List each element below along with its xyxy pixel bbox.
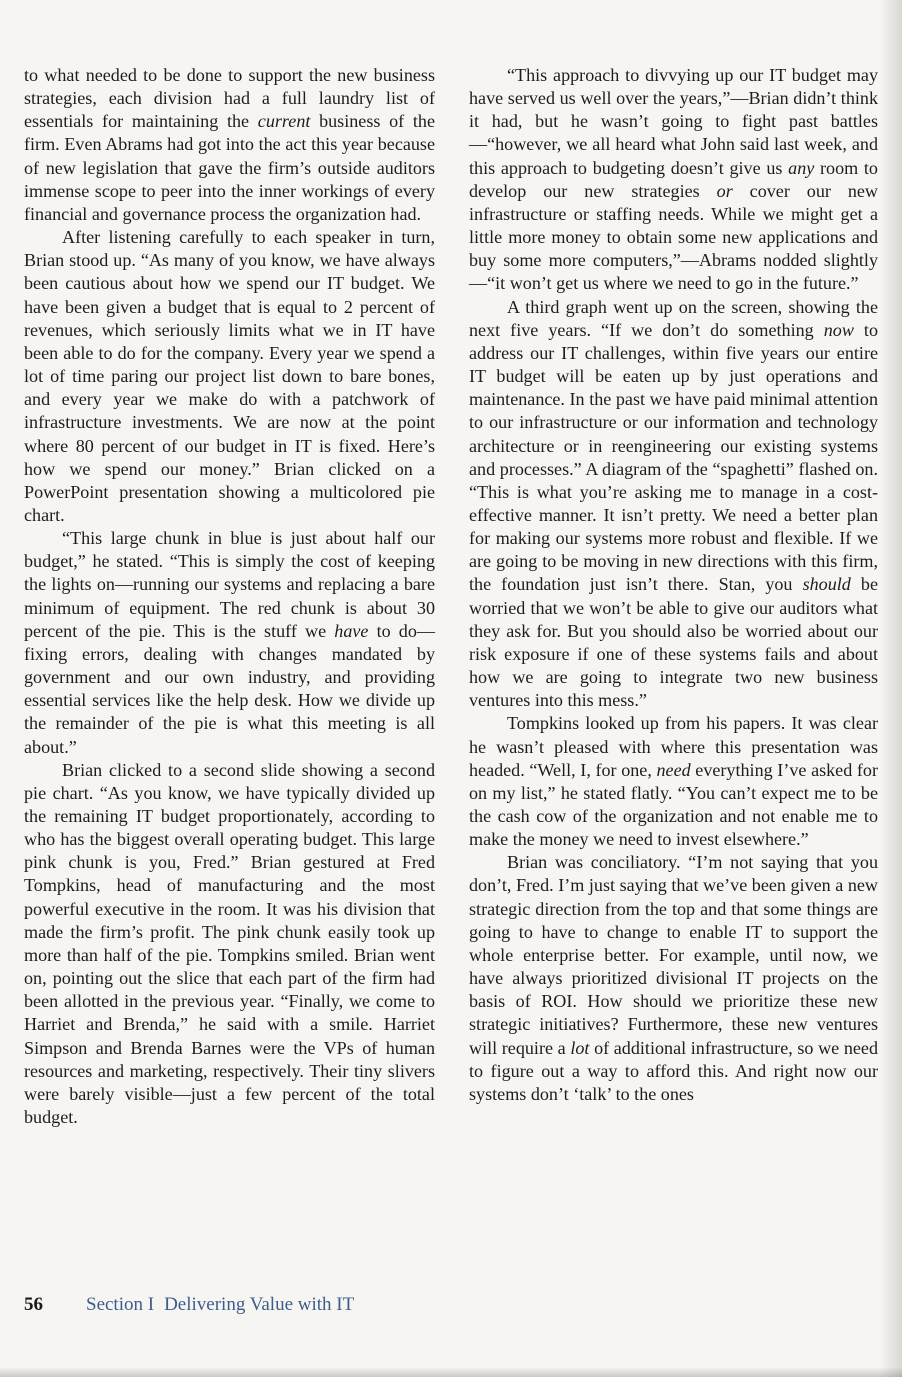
paragraph-left-1 <box>24 64 435 226</box>
text-run: of additional infrastructure, so we need to figure out a way to afford this. And right now our systems don’t ‘talk’ to the ones <box>469 1037 878 1104</box>
section-label: Section I <box>86 1294 155 1315</box>
section-title: Delivering Value with IT <box>164 1294 355 1315</box>
emphasis-run: any <box>788 157 815 178</box>
emphasis-run: current <box>257 111 311 132</box>
emphasis-run: or <box>716 180 733 201</box>
text-run: room to develop our new strategies <box>469 157 878 201</box>
emphasis-run: have <box>334 620 369 641</box>
paragraph-right-3 <box>469 712 878 851</box>
emphasis-run: should <box>802 574 851 595</box>
text-run: to what needed to be done to support the new business strategies, each division had a full laundry list of essentials for maintaining the <box>24 65 435 132</box>
paragraph-right-1 <box>469 64 878 296</box>
emphasis-run: now <box>823 319 854 340</box>
text-run: to do—fixing errors, dealing with changes mandated by government and our own industry, and providing essential services like the help desk. How we divide up the remainder of the pie is what this meeting is all about.” <box>24 620 435 757</box>
text-run: “This approach to divvying up our IT budget may have served us well over the years,”—Brian didn’t think it had, but he wasn’t going to fight past battles—“however, we all heard what John said last week, and this approach to budgeting doesn’t give us <box>469 65 878 178</box>
page-footer <box>24 1294 354 1322</box>
page-bottom-shadow <box>0 1367 902 1377</box>
paragraph-right-4 <box>469 851 878 1106</box>
text-run: be worried that we won’t be able to give our auditors what they ask for. But you should also be worried about our risk exposure if one of these systems fails and about how we are going to integrate two new business ventures into this mess.” <box>469 574 878 711</box>
emphasis-run: lot <box>570 1037 590 1058</box>
page-number: 56 <box>24 1294 43 1315</box>
text-run: Brian was conciliatory. “I’m not saying that you don’t, Fred. I’m just saying that we’ve been given a new strategic direction from the top and that some things are going to have to change to enable IT to support the whole enterprise better. For example, until now, we have always prioritized divisional IT projects on the basis of ROI. How should we prioritize these new strategic initiatives? Furthermore, these new ventures will require a <box>469 852 878 1058</box>
paragraph-left-2: After listening carefully to each speaker in turn, Brian stood up. “As many of you know, we have always been cautious about how we spend our IT budget. We have been given a budget that is equal to 2 percent of revenues, which seriously limits what we in IT have been able to do for the company. Every year we spend a lot of time paring our project list down to bare bones, and every year we make do with a patchwork of infrastructure investments. We are now at the point where 80 percent of our budget in IT is fixed. Here’s how we spend our money.” Brian clicked on a PowerPoint presentation showing a multicolored pie chart. <box>24 227 435 525</box>
paragraph-left-4: Brian clicked to a second slide showing a second pie chart. “As you know, we have typically divided up the remaining IT budget proportionately, according to who has the biggest overall operating budget. This large pink chunk is you, Fred.” Brian gestured at Fred Tompkins, head of manufacturing and the most powerful executive in the room. It was his division that made the firm’s profit. The pink chunk easily took up more than half of the pie. Tompkins smiled. Brian went on, pointing out the slice that each part of the firm had been allotted in the previous year. “Finally, we come to Harriet and Brenda,” he said with a smile. Harriet Simpson and Brenda Barnes were the VPs of human resources and marketing, respectively. Their tiny slivers were barely visible—just a few percent of the total budget. <box>24 759 435 1128</box>
text-run: everything I’ve asked for on my list,” he stated flatly. “You can’t expect me to be the cash cow of the organization and not enable me to make the money we need to invest elsewhere.” <box>469 759 878 850</box>
page-edge-shadow <box>880 0 902 1377</box>
right-column <box>469 64 878 1106</box>
left-column <box>24 64 435 1129</box>
text-run: cover our new infrastructure or staffing needs. While we might get a little more money to obtain some new applications and buy some more computers,”—Abrams nodded slightly—“it won’t get us where we need to go in the future.” <box>469 180 879 294</box>
text-run: A third graph went up on the screen, showing the next five years. “If we don’t do something <box>469 296 878 340</box>
text-run: “This large chunk in blue is just about half our budget,” he stated. “This is simply the cost of keeping the lights on—running our systems and replacing a bare minimum of equipment. The red chunk is about 30 percent of the pie. This is the stuff we <box>24 528 435 641</box>
text-run: Tompkins looked up from his papers. It was clear he wasn’t pleased with where this presentation was headed. “Well, I, for one, <box>469 713 878 780</box>
text-run: to address our IT challenges, within five years our entire IT budget will be eaten up by just operations and maintenance. In the past we have paid minimal attention to our infrastructure or our information and technology architecture or in reengineering our existing systems and processes.” A diagram of the “spaghetti” flashed on. “This is what you’re asking me to manage in a cost-effective manner. It isn’t pretty. We need a better plan for making our systems more robust and flexible. If we are going to be moving in new directions with this firm, the foundation just isn’t there. Stan, you <box>469 319 878 595</box>
paragraph-left-3 <box>24 527 435 759</box>
text-run: business of the firm. Even Abrams had got into the act this year because of new legislation that gave the firm’s outside auditors immense scope to peer into the inner workings of every financial and governance process the organization had. <box>24 111 435 224</box>
emphasis-run: need <box>656 759 691 780</box>
paragraph-right-2 <box>469 296 878 713</box>
